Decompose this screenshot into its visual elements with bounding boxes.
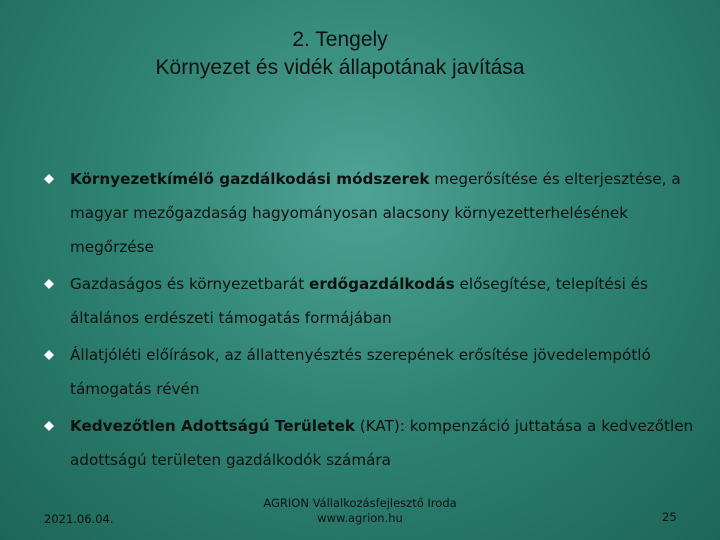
- title-line-1: 2. Tengely: [292, 28, 388, 51]
- bullet-text-bold: Kedvezőtlen Adottságú Területek: [70, 417, 355, 435]
- diamond-bullet-icon: [44, 174, 54, 184]
- title-line-2: Környezet és vidék állapotának javítása: [155, 56, 525, 79]
- footer-org-name: AGRION Vállalkozásfejlesztő Iroda: [263, 496, 457, 510]
- bullet-text: [70, 417, 693, 469]
- footer-organization: [240, 496, 480, 526]
- bullet-text-bold: erdőgazdálkodás: [309, 275, 455, 293]
- diamond-bullet-icon: [44, 421, 54, 431]
- bullet-item: [44, 338, 704, 406]
- bullet-text-part: Gazdaságos és környezetbarát: [70, 275, 310, 293]
- bullet-item: [44, 162, 704, 264]
- bullet-text-bold: Környezetkímélő gazdálkodási módszerek: [70, 170, 430, 188]
- bullet-text: [70, 275, 648, 327]
- bullet-text-part: (KAT): kompenzáció juttatása a kedvezőtlen adottságú területen gazdálkodók számára: [70, 417, 694, 469]
- bullet-list: [44, 162, 704, 480]
- footer-date: 2021.06.04.: [44, 512, 114, 526]
- bullet-text-part: elősegítése, telepítési és általános erdészeti támogatás formájában: [70, 275, 648, 327]
- bullet-text: [70, 170, 681, 256]
- page-number: 25: [662, 510, 677, 524]
- bullet-text: [70, 346, 651, 398]
- bullet-text-part: Állatjóléti előírások, az állattenyésztés szerepének erősítése jövedelempótló támogatás révén: [70, 346, 651, 398]
- bullet-text-part: megerősítése és elterjesztése, a magyar mezőgazdaság hagyományosan alacsony környezetterhelésének megőrzése: [70, 170, 681, 256]
- diamond-bullet-icon: [44, 350, 54, 360]
- diamond-bullet-icon: [44, 279, 54, 289]
- bullet-item: [44, 409, 704, 477]
- slide-title: [100, 26, 580, 82]
- footer-org-website: www.agrion.hu: [317, 511, 403, 525]
- bullet-item: [44, 267, 704, 335]
